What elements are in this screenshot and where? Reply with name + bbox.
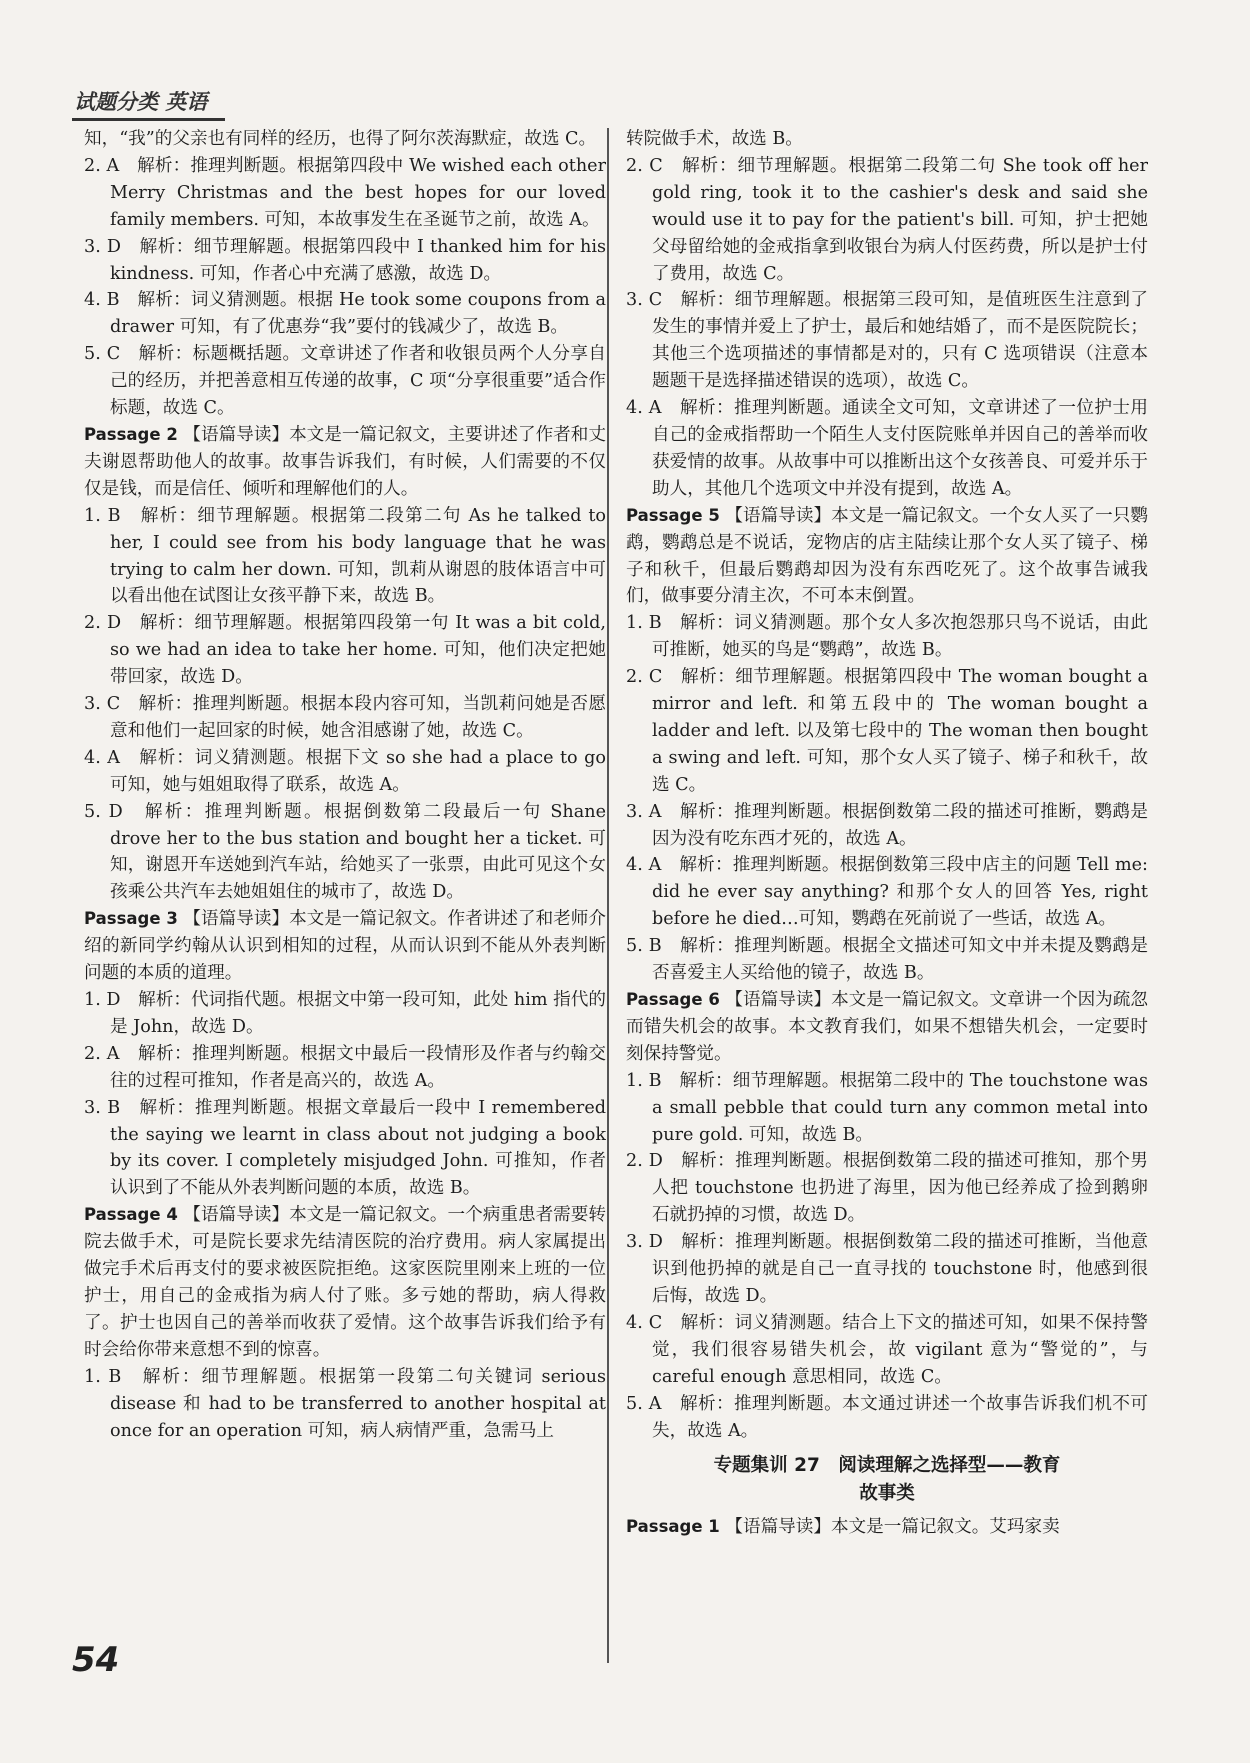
passage-label: Passage 3 [84,909,178,929]
answer-explanation: 4. C 解析：词义猜测题。结合上下文的描述可知，如果不保持警觉，我们很容易错失机会，故 vigilant 意为“警觉的”，与 careful enough 意思相同，故选 C。 [626,1312,1148,1387]
passage-intro-text: 【语篇导读】本文是一篇记叙文。一个女人买了一只鹦鹉，鹦鹉总是不说话，宠物店的店主陆续让那个女人买了镜子、梯子和秋千，但最后鹦鹉却因为没有东西吃死了。这个故事告诫我们，做事要分清主次，不可本末倒置。 [626,505,1148,607]
passage-intro-text: 【语篇导读】本文是一篇记叙文。艾玛家卖 [725,1517,1060,1538]
answer-explanation: 2. D 解析：推理判断题。根据倒数第二段的描述可推知，那个男人把 touchstone 也扔进了海里，因为他已经养成了捡到鹅卵石就扔掉的习惯，故选 D。 [626,1151,1148,1226]
book-header-title: 试题分类 英语 [72,86,225,121]
answer-explanation: 1. B 解析：细节理解题。根据第二段第二句 As he talked to her, I could see from his body language that he was trying to calm her down. 可知，凯莉从谢恩的肢体语言中可以看出他在试图让女孩平静下来，故选 B。 [84,505,606,607]
section-title [626,1452,1148,1508]
passage-intro [626,503,1148,611]
answer-explanation: 2. C 解析：细节理解题。根据第二段第二句 She took off her gold ring, took it to the cashier's desk and said she would use it to pay for the patient's bill. 可知，护士把她父母留给她的金戒指拿到收银台为病人付医药费，所以是护士付了费用，故选 C。 [626,155,1148,284]
answer-explanation: 1. B 解析：词义猜测题。那个女人多次抱怨那只鸟不说话，由此可推断，她买的鸟是“鹦鹉”，故选 B。 [626,613,1148,661]
left-column [84,126,606,1666]
passage-intro [84,906,606,987]
answer-explanation: 5. C 解析：标题概括题。文章讲述了作者和收银员两个人分享自己的经历，并把善意相互传递的故事，C 项“分享很重要”适合作标题，故选 C。 [84,344,606,419]
answer-explanation: 1. B 解析：细节理解题。根据第一段第二句关键词 serious disease 和 had to be transferred to another hospital at once for an operation 可知，病人病情严重，急需马上 [84,1366,606,1441]
answer-explanation: 2. A 解析：推理判断题。根据第四段中 We wished each other Merry Christmas and the best hopes for our loved family members. 可知，本故事发生在圣诞节之前，故选 A。 [84,155,606,230]
answer-explanation: 4. A 解析：推理判断题。通读全文可知，文章讲述了一位护士用自己的金戒指帮助一个陌生人支付医院账单并因自己的善举而收获爱情的故事。从故事中可以推断出这个女孩善良、可爱并乐于助人，其他几个选项文中并没有提到，故选 A。 [626,398,1148,499]
answer-explanation: 1. D 解析：代词指代题。根据文中第一段可知，此处 him 指代的是 John，故选 D。 [84,990,606,1037]
answer-explanation: 3. A 解析：推理判断题。根据倒数第二段的描述可推断，鹦鹉是因为没有吃东西才死的，故选 A。 [626,801,1148,849]
answer-explanation: 2. D 解析：细节理解题。根据第四段第一句 It was a bit cold, so we had an idea to take her home. 可知，他们决定把她带回家，故选 D。 [84,613,606,688]
answer-explanation: 4. A 解析：推理判断题。根据倒数第三段中店主的问题 Tell me: did he ever say anything? 和那个女人的回答 Yes, right before he died…可知，鹦鹉在死前说了一些话，故选 A。 [626,855,1148,930]
answer-explanation: 2. C 解析：细节理解题。根据第四段中 The woman bought a mirror and left. 和第五段中的 The woman bought a ladder and left. 以及第七段中的 The woman then bought a swing and left. 可知，那个女人买了镜子、梯子和秋千，故选 C。 [626,667,1148,795]
answer-explanation: 3. C 解析：细节理解题。根据第三段可知，是值班医生注意到了发生的事情并爱上了护士，最后和她结婚了，而不是医院院长；其他三个选项描述的事情都是对的，只有 C 选项错误（注意本题题干是选择描述错误的选项），故选 C。 [626,290,1148,392]
passage-label: Passage 1 [626,1517,720,1537]
answer-explanation: 5. D 解析：推理判断题。根据倒数第二段最后一句 Shane drove her to the bus station and bought her a ticket. 可知，谢恩开车送她到汽车站，给她买了一张票，由此可见这个女孩乘公共汽车去她姐姐住的城市了，故选 D。 [84,801,606,903]
continued-text: 转院做手术，故选 B。 [626,129,803,149]
answer-explanation: 4. B 解析：词义猜测题。根据 He took some coupons from a drawer 可知，有了优惠券“我”要付的钱减少了，故选 B。 [84,290,606,338]
answer-explanation: 4. A 解析：词义猜测题。根据下文 so she had a place to go 可知，她与姐姐取得了联系，故选 A。 [84,747,606,795]
right-column [626,126,1148,1666]
passage-intro-text: 【语篇导读】本文是一篇记叙文。文章讲一个因为疏忽而错失机会的故事。本文教育我们，如果不想错失机会，一定要时刻保持警觉。 [626,990,1148,1064]
continued-text: 知，“我”的父亲也有同样的经历，也得了阿尔茨海默症，故选 C。 [84,129,597,149]
passage-intro-text: 【语篇导读】本文是一篇记叙文。一个病重患者需要转院去做手术，可是院长要求先结清医院的治疗费用。病人家属提出做完手术后再支付的要求被医院拒绝。这家医院里刚来上班的一位护士，用自己的金戒指为病人付了账。多亏她的帮助，病人得救了。护士也因自己的善举而收获了爱情。这个故事告诉我们给予有时会给你带来意想不到的惊喜。 [84,1205,606,1360]
answer-explanation: 5. A 解析：推理判断题。本文通过讲述一个故事告诉我们机不可失，故选 A。 [626,1393,1148,1441]
passage-intro [626,1514,1148,1541]
passage-intro-text: 【语篇导读】本文是一篇记叙文，主要讲述了作者和丈夫谢恩帮助他人的故事。故事告诉我们，有时候，人们需要的不仅仅是钱，而是信任、倾听和理解他们的人。 [84,424,606,499]
passage-label: Passage 5 [626,505,720,525]
column-divider [607,128,609,1663]
answer-explanation: 3. C 解析：推理判断题。根据本段内容可知，当凯莉问她是否愿意和他们一起回家的时候，她含泪感谢了她，故选 C。 [84,694,606,741]
answer-explanation: 1. B 解析：细节理解题。根据第二段中的 The touchstone was a small pebble that could turn any common metal into pure gold. 可知，故选 B。 [626,1070,1148,1145]
passage-intro-text: 【语篇导读】本文是一篇记叙文。作者讲述了和老师介绍的新同学约翰从认识到相知的过程，从而认识到不能从外表判断问题的本质的道理。 [84,909,606,984]
passage-label: Passage 4 [84,1205,178,1225]
passage-intro [84,1202,606,1363]
passage-intro [84,422,606,503]
answer-explanation: 2. A 解析：推理判断题。根据文中最后一段情形及作者与约翰交往的过程可推知，作者是高兴的，故选 A。 [84,1043,606,1091]
answer-explanation: 3. B 解析：推理判断题。根据文章最后一段中 I remembered the saying we learnt in class about not judging a book by its cover. I completely misjudged John. 可推知，作者认识到了不能从外表判断问题的本质，故选 B。 [84,1097,606,1199]
passage-label: Passage 6 [626,990,720,1009]
section-title-line: 故事类 [859,1483,915,1505]
answer-explanation: 3. D 解析：细节理解题。根据第四段中 I thanked him for his kindness. 可知，作者心中充满了感激，故选 D。 [84,236,606,284]
passage-label: Passage 2 [84,424,178,444]
passage-intro [626,987,1148,1068]
answer-explanation: 5. B 解析：推理判断题。根据全文描述可知文中并未提及鹦鹉是否喜爱主人买给他的镜子，故选 B。 [626,936,1148,984]
page-number: 54 [72,1640,120,1680]
answer-explanation: 3. D 解析：推理判断题。根据倒数第二段的描述可推断，当他意识到他扔掉的就是自己一直寻找的 touchstone 时，他感到很后悔，故选 D。 [626,1232,1148,1306]
section-title-line: 专题集训 27 阅读理解之选择型——教育 [713,1455,1061,1477]
